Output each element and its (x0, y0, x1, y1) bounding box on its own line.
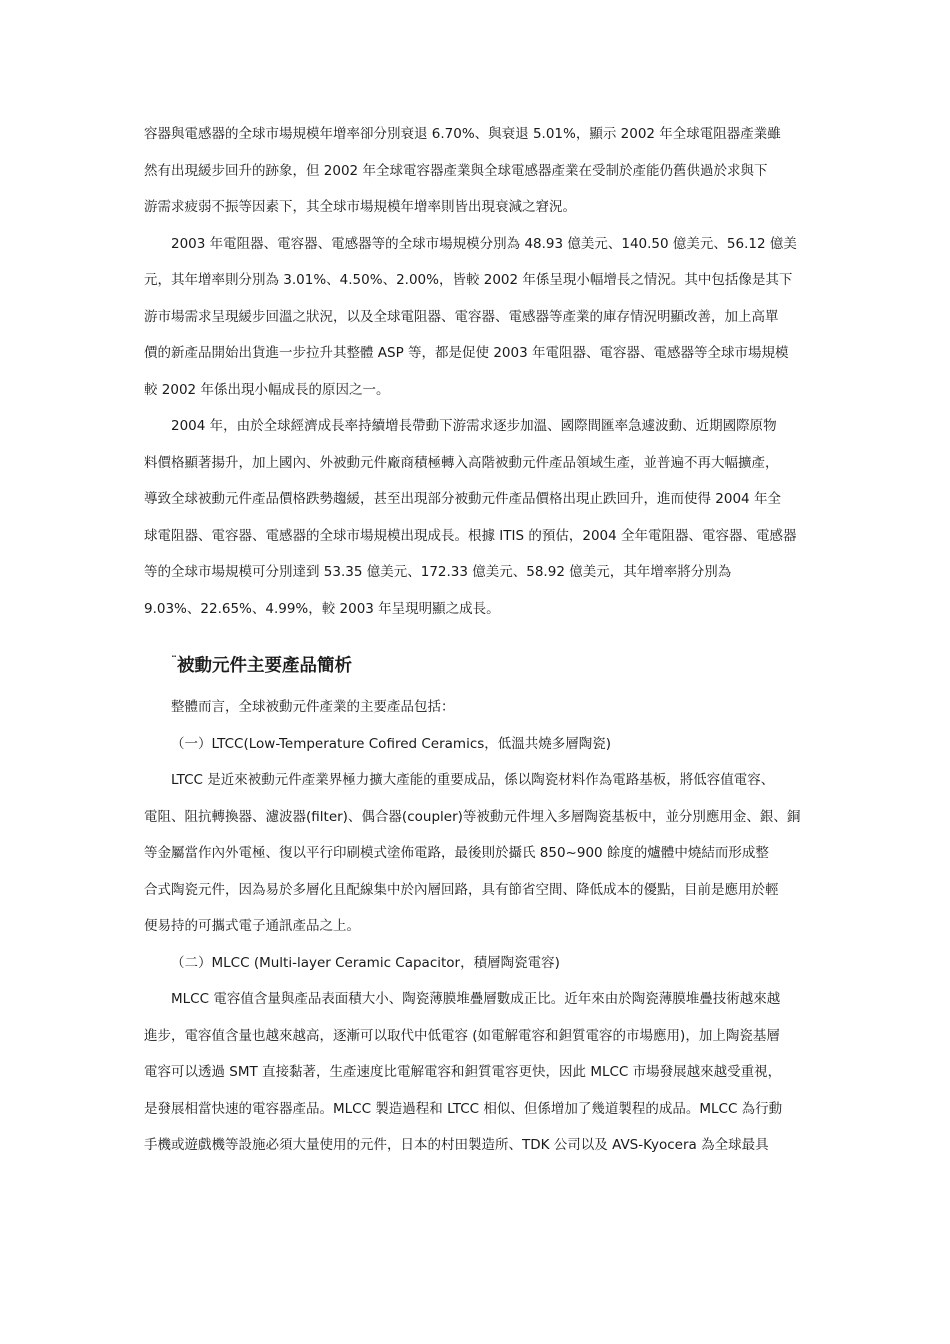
mlcc-title: （二）MLCC (Multi-layer Ceramic Capacitor，積層陶瓷電容) (171, 954, 560, 971)
text-line: 球電阻器、電容器、電感器的全球市場規模出現成長。根據 ITIS 的預估，2004 全年電阻器、電容器、電感器 (144, 527, 797, 544)
text-line: LTCC 是近來被動元件產業界極力擴大產能的重要成品，係以陶瓷材料作為電路基板，將低容值電容、 (171, 772, 775, 788)
heading-text: 被動元件主要產品簡析 (177, 656, 352, 676)
text-line: 然有出現緩步回升的跡象，但 2002 年全球電容器產業與全球電感器產業在受制於產能仍舊供過於求與下 (144, 162, 768, 179)
text-line: 較 2002 年係出現小幅成長的原因之一。 (144, 381, 390, 398)
intro-line: 整體而言，全球被動元件產業的主要產品包括： (171, 699, 455, 715)
text-line: 手機或遊戲機等設施必須大量使用的元件，日本的村田製造所、TDK 公司以及 AVS-Kyocera 為全球最具 (144, 1137, 769, 1153)
text-line: 料價格顯著揚升，加上國內、外被動元件廠商積極轉入高階被動元件產品領域生產，並普遍不再大幅擴產， (144, 454, 779, 471)
text-line: 是發展相當快速的電容器產品。MLCC 製造過程和 LTCC 相似、但係增加了幾道製程的成品。MLCC 為行動 (144, 1100, 783, 1117)
text-line: 電阻、阻抗轉換器、濾波器(filter)、偶合器(coupler)等被動元件埋入多層陶瓷基板中，並分別應用金、銀、銅 (144, 808, 801, 825)
text-line: 價的新產品開始出貨進一步拉升其整體 ASP 等，都是促使 2003 年電阻器、電容器、電感器等全球市場規模 (144, 345, 789, 361)
text-line: 便易持的可攜式電子通訊產品之上。 (144, 918, 360, 934)
paragraph-market-decline (144, 124, 808, 234)
text-line: 等的全球市場規模可分別達到 53.35 億美元、172.33 億美元、58.92 億美元，其年增率將分別為 (144, 564, 732, 580)
text-line: 游市場需求呈現緩步回溫之狀況，以及全球電阻器、電容器、電感器等產業的庫存情況明顯改善，加上高單 (144, 308, 779, 325)
text-line: 導致全球被動元件產品價格跌勢趨緩，甚至出現部分被動元件產品價格出現止跌回升，進而使得 2004 年全 (144, 491, 781, 507)
text-line: 9.03%、22.65%、4.99%，較 2003 年呈現明顯之成長。 (144, 600, 500, 617)
text-line: MLCC 電容值含量與產品表面積大小、陶瓷薄膜堆疊層數成正比。近年來由於陶瓷薄膜堆疊技術越來越 (171, 991, 781, 1007)
text-line: 2004 年，由於全球經濟成長率持續增長帶動下游需求逐步加溫、國際間匯率急遽波動、近期國際原物 (171, 418, 777, 434)
text-line: 元，其年增率則分別為 3.01%、4.50%、2.00%，皆較 2002 年係呈現小幅增長之情況。其中包括像是其下 (144, 272, 793, 288)
heading-bullet-mark: ¨ (171, 654, 177, 668)
text-line: 容器與電感器的全球市場規模年增率卻分別衰退 6.70%、與衰退 5.01%，顯示 2002 年全球電阻器產業雖 (144, 126, 781, 142)
ltcc-title: （一）LTCC(Low-Temperature Cofired Ceramics，低溫共燒多層陶瓷) (171, 735, 612, 752)
section-mlcc (144, 953, 808, 1172)
text-line: 2003 年電阻器、電容器、電感器等的全球市場規模分別為 48.93 億美元、140.50 億美元、56.12 億美 (171, 235, 797, 252)
paragraph-2004-market (144, 416, 808, 635)
section-ltcc (144, 734, 808, 953)
text-line: 進步，電容值含量也越來越高，逐漸可以取代中低電容 (如電解電容和鉭質電容的市場應用)，加上陶瓷基層 (144, 1027, 780, 1044)
paragraph-2003-market (144, 234, 808, 417)
text-line: 電容可以透過 SMT 直接黏著，生產速度比電解電容和鉭質電容更快，因此 MLCC 市場發展越來越受重視， (144, 1064, 782, 1080)
text-line: 合式陶瓷元件，因為易於多層化且配線集中於內層回路，具有節省空間、降低成本的優點，目前是應用於輕 (144, 881, 779, 898)
text-line: 游需求疲弱不振等因素下，其全球市場規模年增率則皆出現衰減之窘況。 (144, 199, 576, 215)
text-line: 等金屬當作內外電極、復以平行印刷模式塗佈電路，最後則於攝氏 850~900 餘度的爐體中燒結而形成整 (144, 845, 769, 861)
section-heading (144, 649, 808, 697)
document-body (144, 124, 808, 1172)
